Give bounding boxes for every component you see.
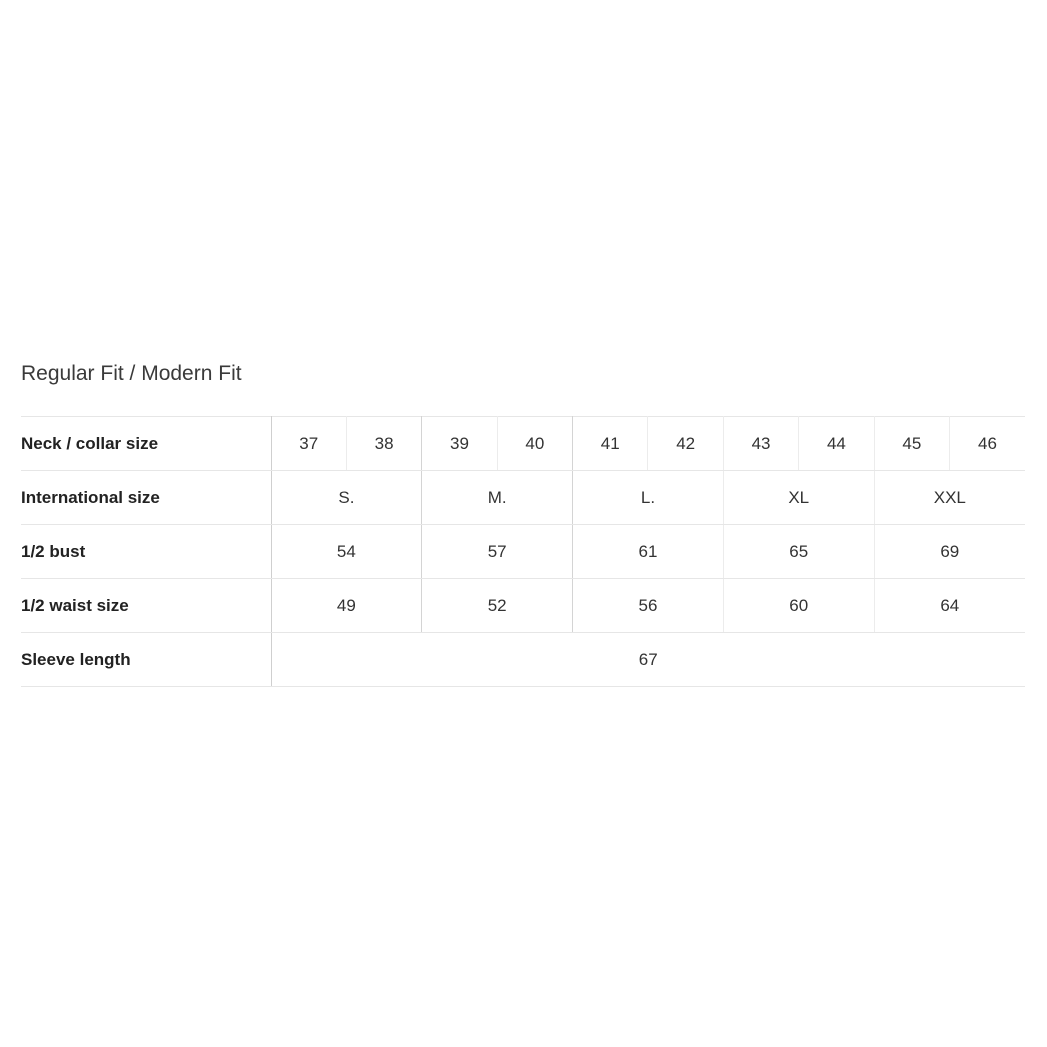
table-cell: 39 [422,417,497,471]
table-cell: 56 [573,579,724,633]
row-label: International size [21,471,271,525]
table-cell: 41 [573,417,648,471]
size-chart-title: Regular Fit / Modern Fit [21,362,242,385]
table-cell: 42 [648,417,723,471]
table-cell: 65 [723,525,874,579]
table-cell: 43 [723,417,798,471]
table-cell: 69 [874,525,1025,579]
table-row-sleeve-length [21,633,1025,687]
table-cell: 44 [799,417,874,471]
table-cell: L. [573,471,724,525]
table-cell: 40 [497,417,572,471]
table-cell: 57 [422,525,573,579]
row-label: Neck / collar size [21,417,271,471]
row-label: 1/2 waist size [21,579,271,633]
row-label: Sleeve length [21,633,271,687]
table-row-neck-collar-size [21,417,1025,471]
table-cell: 49 [271,579,422,633]
table-cell: M. [422,471,573,525]
table-cell: 37 [271,417,346,471]
table-cell: 60 [723,579,874,633]
table-cell: XXL [874,471,1025,525]
table-cell: 64 [874,579,1025,633]
table-cell: XL [723,471,874,525]
table-row-international-size [21,471,1025,525]
table-cell: 45 [874,417,949,471]
table-cell: 46 [950,417,1025,471]
size-chart-table [21,416,1025,687]
row-label: 1/2 bust [21,525,271,579]
table-cell: 61 [573,525,724,579]
table-cell: 52 [422,579,573,633]
table-cell: S. [271,471,422,525]
table-row-half-waist-size [21,579,1025,633]
table-row-half-bust [21,525,1025,579]
table-cell: 38 [346,417,421,471]
table-cell: 67 [271,633,1025,687]
table-cell: 54 [271,525,422,579]
